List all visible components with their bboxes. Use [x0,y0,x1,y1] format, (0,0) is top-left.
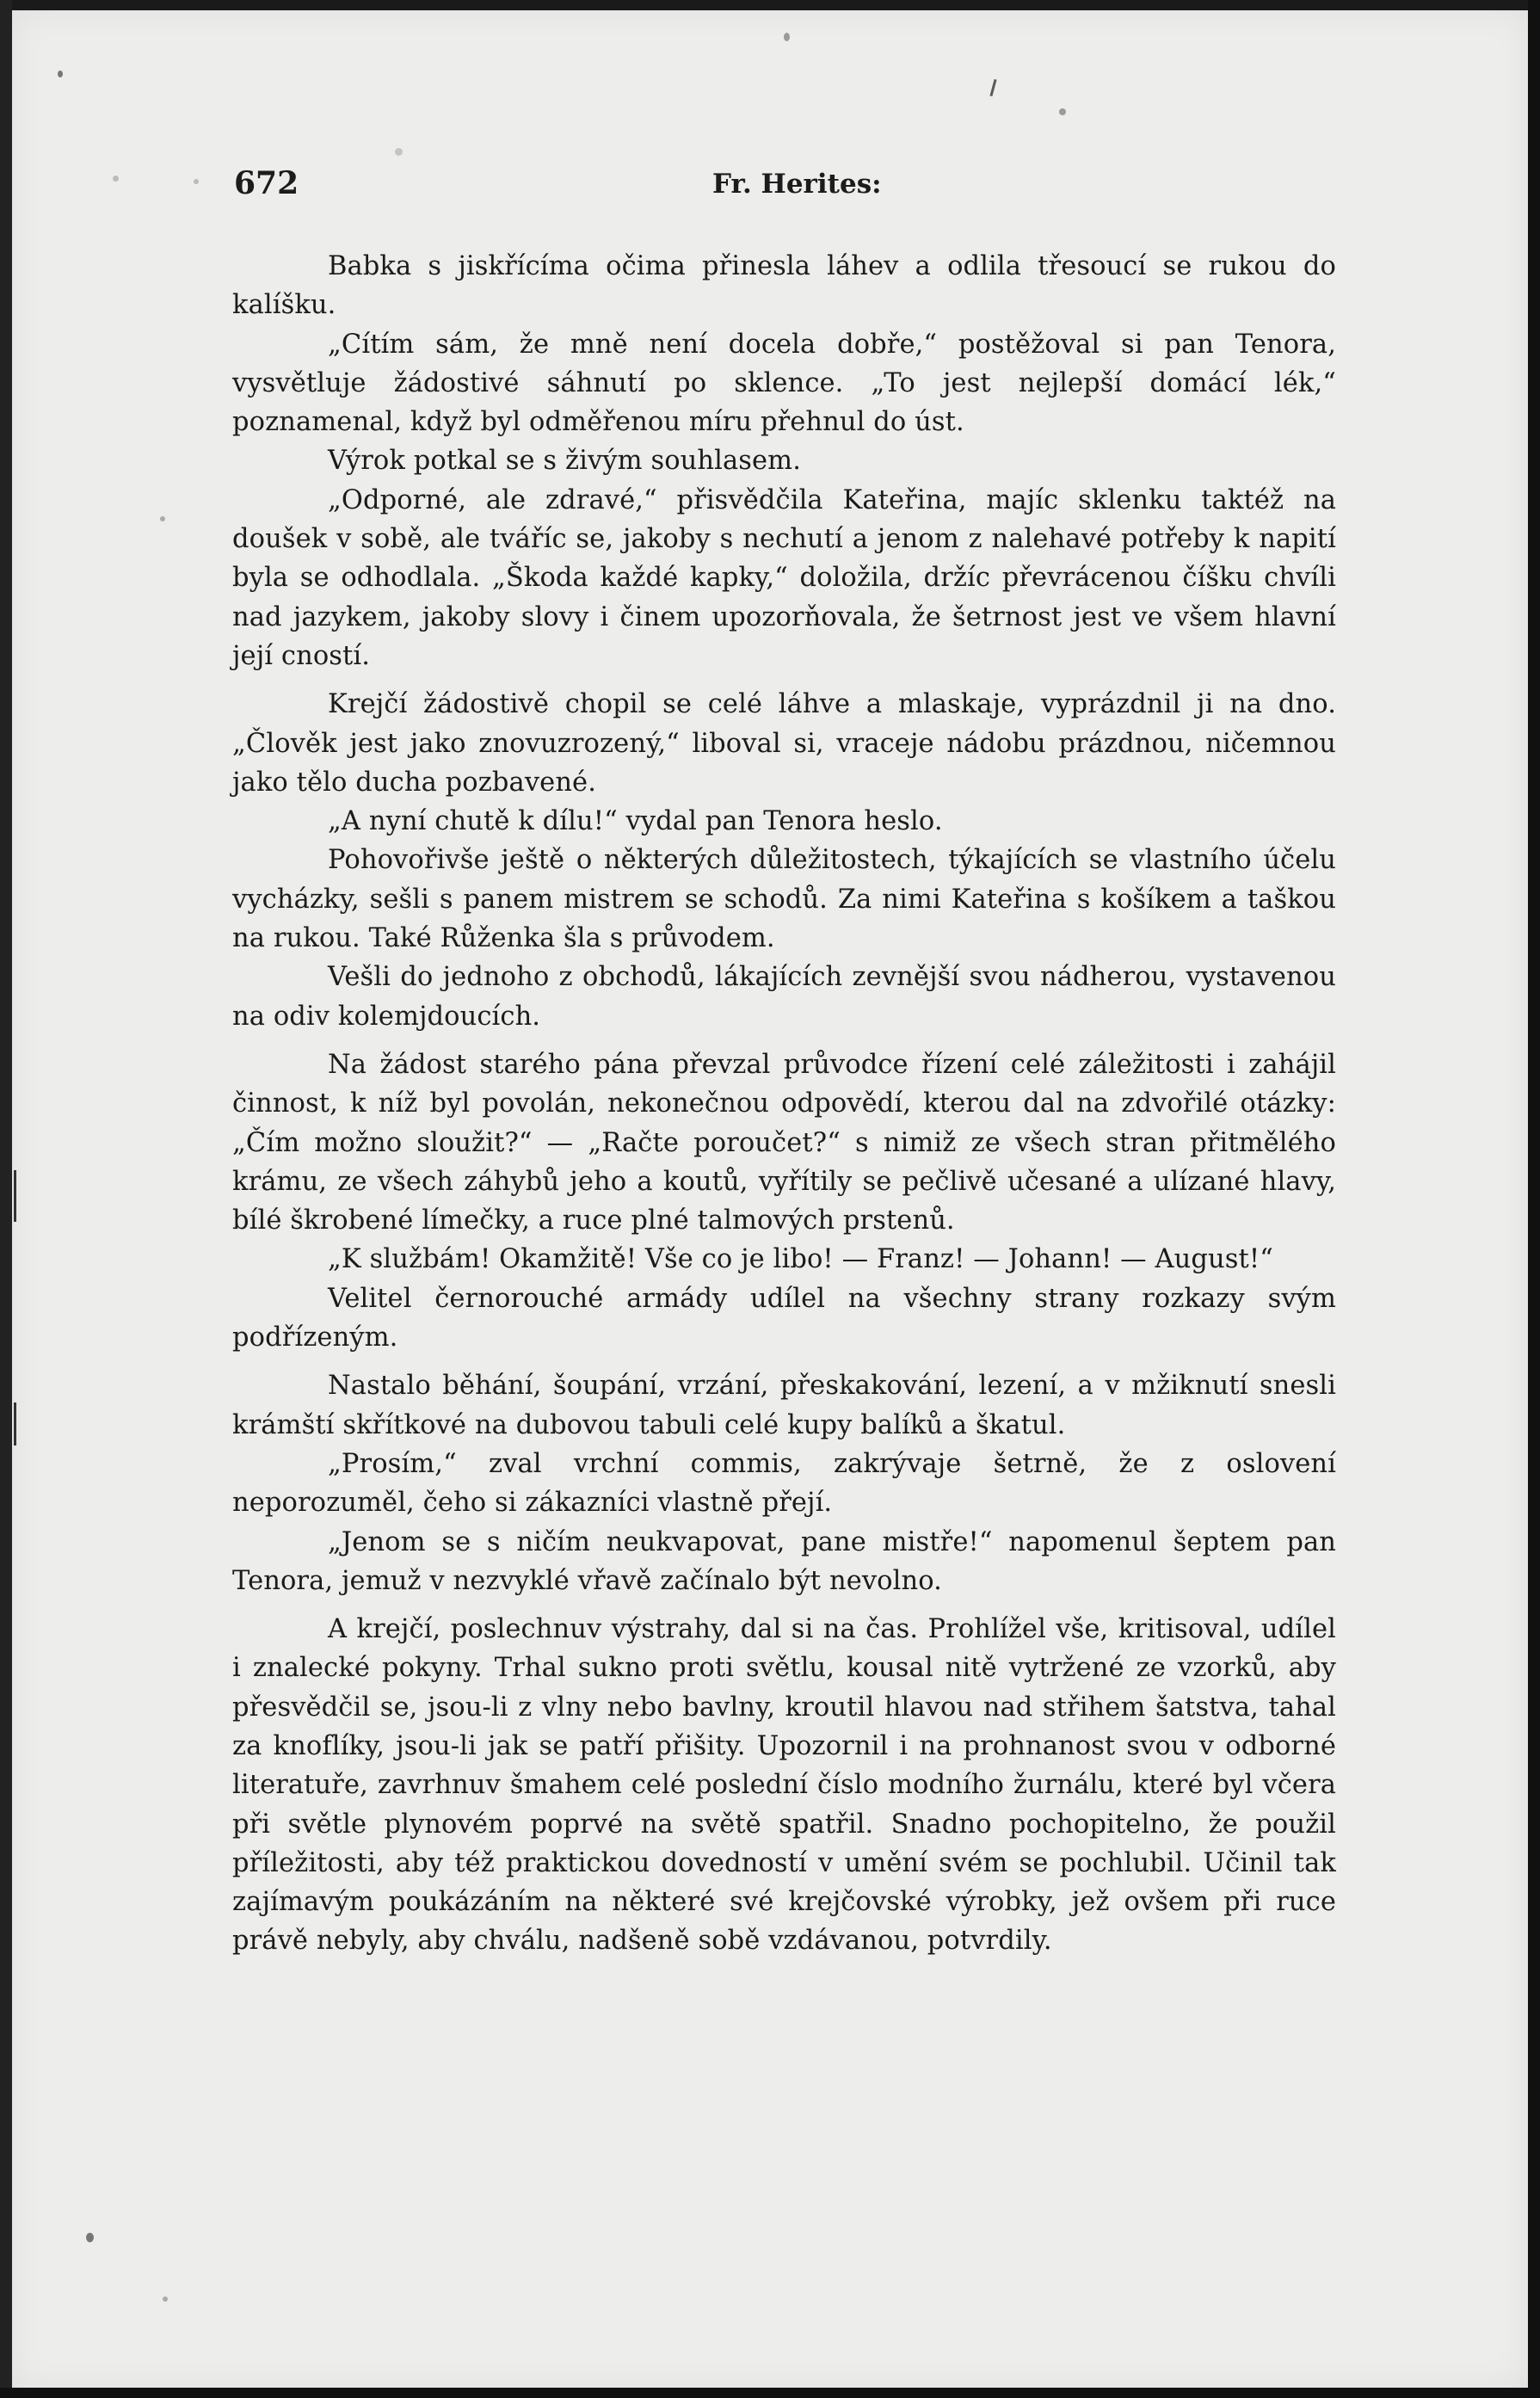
scan-scratch [14,1170,16,1222]
paragraph-gap [232,1357,1336,1366]
paragraph-gap [232,1600,1336,1610]
paragraph: „Cítím sám, že mně není docela dobře,“ postěžoval si pan Tenora, vysvětluje žádostivé sáhnutí po sklence. „To jest nejlepší domácí lék,“ poznamenal, když byl odměřenou míru přehnul do úst. [232,329,1336,438]
scan-speck [58,71,63,77]
scan-speck [86,2233,94,2242]
body-text [232,247,1336,1961]
scan-bottom-border [0,2388,1540,2398]
paragraph: Nastalo běhání, šoupání, vrzání, přeskakování, lezení, a v mžiknutí snesli krámští skřítkové na dubovou tabuli celé kupy balíků a škatul. [232,1371,1336,1440]
scan-scratch [14,1402,16,1446]
paragraph: Babka s jiskřícíma očima přinesla láhev a odlila třesoucí se rukou do kalíšku. [232,251,1336,321]
paragraph: „Jenom se s ničím neukvapovat, pane mistře!“ napomenul šeptem pan Tenora, jemuž v nezvyklé vřavě začínalo být nevolno. [232,1526,1336,1596]
paragraph: Pohovořivše ještě o některých důležitostech, týkajících se vlastního účelu vycházky, sešli s panem mistrem se schodů. Za nimi Kateřina s košíkem a taškou na rukou. Také Růženka šla s průvodem. [232,845,1336,954]
scan-speck [163,2296,168,2302]
paragraph-gap [232,1036,1336,1045]
paragraph: Na žádost starého pána převzal průvodce řízení celé záležitosti i zahájil činnost, k níž byl povolán, nekonečnou odpovědí, kterou dal na zdvořilé otázky: „Čím možno sloužit?“ — „Račte poroučet?“ s nimiž ze všech stran přitmělého krámu, ze všech záhybů jeho a koutů, vyřítily se pečlivě učesané a ulízané hlavy, bílé škrobené límečky, a ruce plné talmových prstenů. [232,1049,1336,1236]
scan-left-border [0,0,12,2398]
paragraph: Velitel černorouché armády udílel na všechny strany rozkazy svým podřízeným. [232,1283,1336,1353]
paragraph: Vešli do jednoho z obchodů, lákajících zevnější svou nádherou, vystavenou na odiv kolemjdoucích. [232,962,1336,1032]
scan-right-border [1528,0,1540,2398]
paragraph-gap [232,675,1336,685]
scan-speck [784,33,790,41]
paragraph: „A nyní chutě k dílu!“ vydal pan Tenora heslo. [328,806,943,837]
paragraph: A krejčí, poslechnuv výstrahy, dal si na čas. Prohlížel vše, kritisoval, udílel i znalecké pokyny. Trhal sukno proti světlu, kousal nitě vytržené ze vzorků, aby přesvědčil se, jsou-li z vlny nebo bavlny, kroutil hlavou nad střihem šatstva, tahal za knoflíky, jsou-li jak se patří přišity. Upozornil i na prohnanost svou v odborné literatuře, zavrhnuv šmahem celé poslední číslo modního žurnálu, které byl včera při světle plynovém poprvé na světě spatřil. Snadno pochopitelno, že použil příležitosti, aby též praktickou dovedností v umění svém se pochlubil. Učinil tak zajímavým poukázáním na některé své krejčovské výrobky, jež ovšem při ruce právě nebyly, aby chválu, nadšeně sobě vzdávanou, potvrdily. [232,1614,1336,1957]
scan-speck [395,148,403,156]
page-number: 672 [234,165,299,201]
scan-speck [113,176,119,182]
paragraph: „Odporné, ale zdravé,“ přisvědčila Kateřina, majíc sklenku taktéž na doušek v sobě, ale tváříc se, jakoby s nechutí a jenom z nalehavé potřeby k napití byla se odhodlala. „Škoda každé kapky,“ doložila, držíc převrácenou číšku chvíli nad jazykem, jakoby slovy i činem upozorňovala, že šetrnost jest ve všem hlavní její cností. [232,484,1336,671]
running-title: Fr. Herites: [712,169,882,200]
page-header [234,165,1335,208]
paragraph: „K službám! Okamžitě! Vše co je libo! — Franz! — Johann! — August!“ [328,1244,1273,1275]
scan-speck [194,179,199,184]
scan-speck [160,516,165,521]
paragraph: Krejčí žádostivě chopil se celé láhve a mlaskaje, vyprázdnil ji na dno. „Člověk jest jako znovuzrozený,“ liboval si, vraceje nádobu prázdnou, ničemnou jako tělo ducha pozbavené. [232,689,1336,798]
paragraph: Výrok potkal se s živým souhlasem. [328,446,802,477]
paragraph: „Prosím,“ zval vrchní commis, zakrývaje šetrně, že z oslovení neporozuměl, čeho si zákazníci vlastně přejí. [232,1448,1336,1519]
scan-speck [1059,108,1066,115]
